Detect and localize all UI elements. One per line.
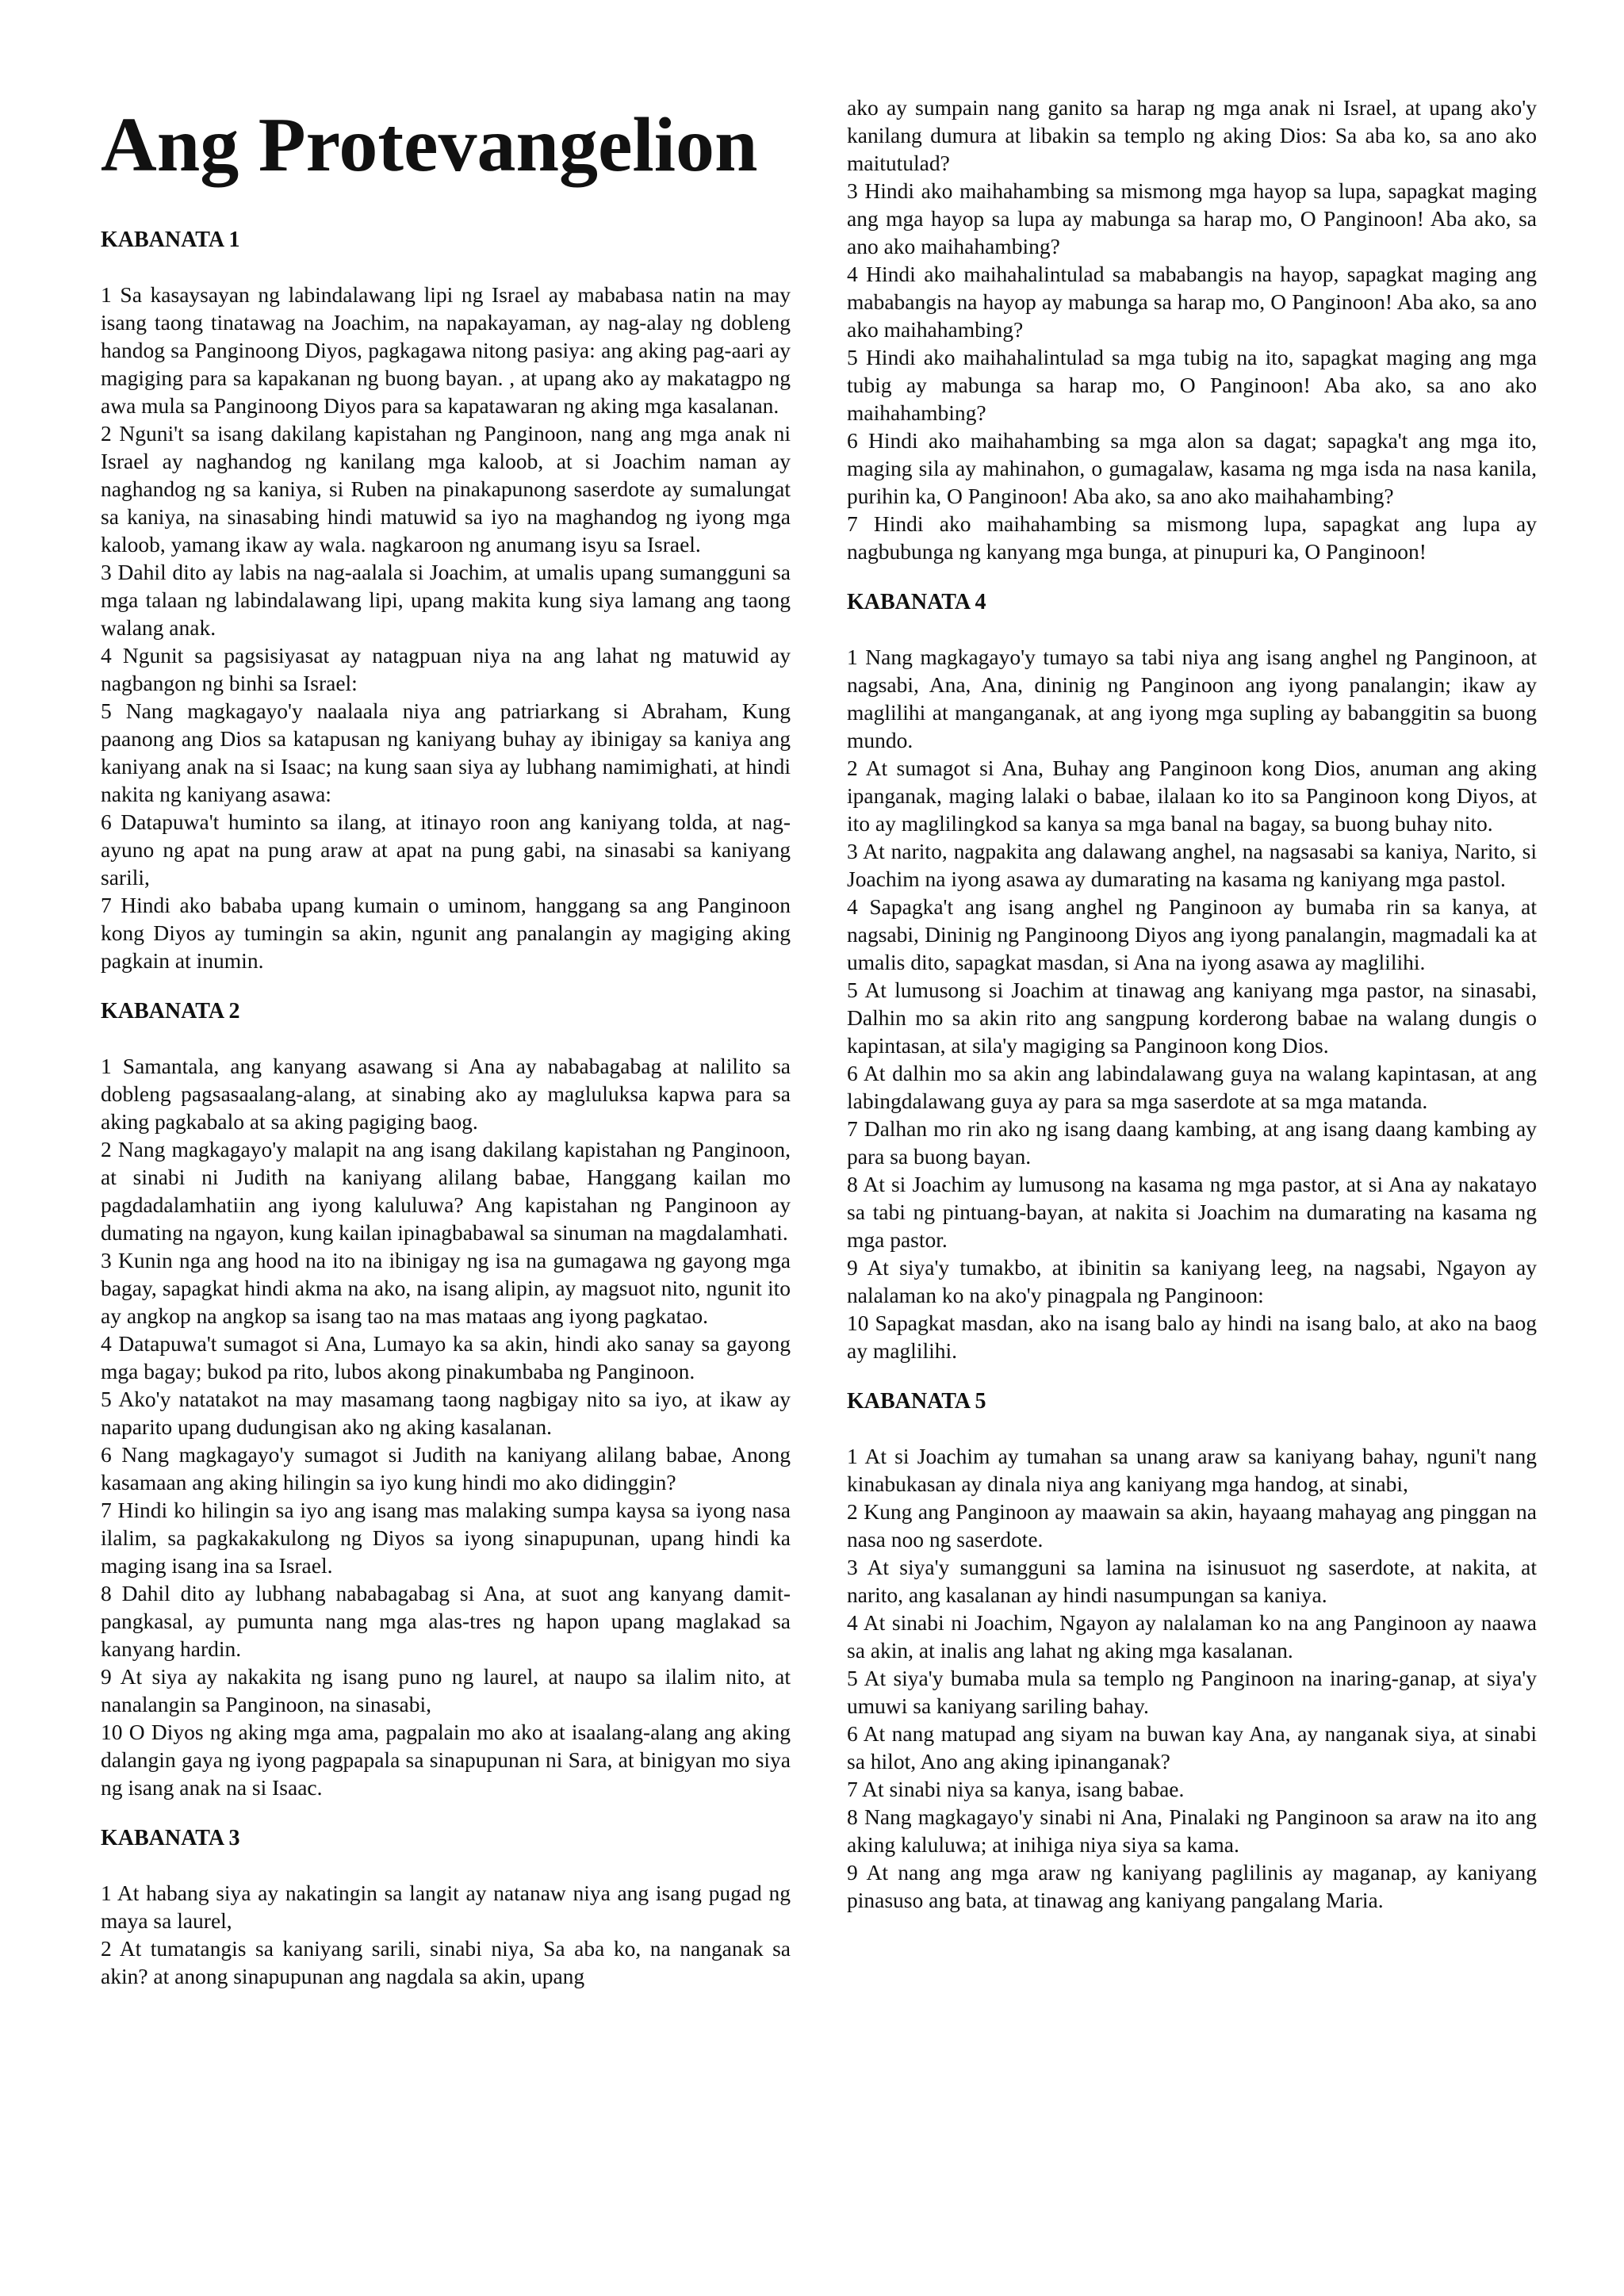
verse-paragraph: ako ay sumpain nang ganito sa harap ng mga anak ni Israel, at upang ako'y kanilang dumura at libakin sa templo ng aking Dios: Sa aba ko, sa ano ako maitutulad? xyxy=(847,95,1537,175)
verse-paragraph: 8 At si Joachim ay lumusong na kasama ng mga pastor, at si Ana ay nakatayo sa tabi ng pintuang-bayan, at nakita si Joachim na dumarating na kasama ng mga pastor. xyxy=(847,1172,1537,1252)
verse-paragraph: 6 At dalhin mo sa akin ang labindalawang guya na walang kapintasan, at ang labingdalawang guya ay para sa mga saserdote at sa mga matanda. xyxy=(847,1061,1537,1113)
verse-paragraph: 3 Kunin nga ang hood na ito na ibinigay ng isa na gumagawa ng gayong mga bagay, sapagkat hindi akma na ako, na isang alipin, ay magsuot nito, ngunit ito ay angkop na angkop sa isang tao na mas mataas ang iyong pagkatao. xyxy=(101,1248,791,1328)
chapter-section xyxy=(101,1825,791,1990)
verse-paragraph: 6 At nang matupad ang siyam na buwan kay Ana, ay nanganak siya, at sinabi sa hilot, Ano ang aking ipinanganak? xyxy=(847,1721,1537,1774)
verse-paragraph: 3 At narito, nagpakita ang dalawang anghel, na nagsasabi sa kaniya, Narito, si Joachim na iyong asawa ay dumarating na kasama ng kaniyang mga pastol. xyxy=(847,839,1537,891)
verse-paragraph: 5 Ako'y natatakot na may masamang taong nagbigay nito sa iyo, at ikaw ay naparito upang dudungisan ako ng aking kasalanan. xyxy=(101,1387,791,1439)
right-chapters xyxy=(847,94,1537,1914)
verse-paragraph: 1 Sa kasaysayan ng labindalawang lipi ng Israel ay mababasa natin na may isang taong tinatawag na Joachim, na napakayaman, ay nag-alay ng dobleng handog sa Panginoong Diyos, pagkagawa nitong pasiya: ang aking pag-aari ay magiging para sa kapakanan ng buong bayan. , at upang ako ay makatagpo ng awa mula sa Panginoong Diyos para sa kapatawaran ng aking mga kasalanan. xyxy=(101,282,791,418)
chapter-section xyxy=(847,1388,1537,1914)
verse-paragraph: 6 Nang magkagayo'y sumagot si Judith na kaniyang alilang babae, Anong kasamaan ang aking hilingin sa iyo kung hindi mo ako didinggin? xyxy=(101,1442,791,1494)
chapter-section xyxy=(847,94,1537,565)
right-column xyxy=(847,94,1537,1938)
left-chapters xyxy=(101,227,791,1990)
verse-paragraph: 6 Hindi ako maihahambing sa mga alon sa dagat; sapagka't ang mga ito, maging sila ay mahinahon, o gumagalaw, kasama ng mga isda na nasa kanila, purihin ka, O Panginoon! Aba ako, sa ano ako maihahambing? xyxy=(847,428,1537,508)
verse-paragraph: 7 At sinabi niya sa kanya, isang babae. xyxy=(847,1777,1185,1801)
verse-paragraph: 2 Nang magkagayo'y malapit na ang isang dakilang kapistahan ng Panginoon, at sinabi ni Judith na kaniyang alilang babae, Hanggang kailan mo pagdadalamhatiin ang iyong kaluluwa? Ang kapistahan ng Panginoon ay dumating na ngayon, kung kailan ipinagbabawal sa sinuman na magdalamhati. xyxy=(101,1137,791,1245)
verse-paragraph: 10 O Diyos ng aking mga ama, pagpalain mo ako at isaalang-alang ang aking dalangin gaya ng iyong pagpapala sa sinapupunan ni Sara, at binigyan mo siya ng isang anak na si Isaac. xyxy=(101,1720,791,1800)
verse-paragraph: 2 At tumatangis sa kaniyang sarili, sinabi niya, Sa aba ko, na nanganak sa akin? at anong sinapupunan ang nagdala sa akin, upang xyxy=(101,1936,791,1988)
verse-paragraph: 5 Hindi ako maihahalintulad sa mga tubig na ito, sapagkat maging ang mga tubig ay mabunga sa harap mo, O Panginoon! Aba ako, sa ano ako maihahambing? xyxy=(847,345,1537,425)
page-title: Ang Protevangelion xyxy=(101,102,758,188)
verse-paragraph: 1 At si Joachim ay tumahan sa unang araw sa kaniyang bahay, nguni't nang kinabukasan ay dinala niya ang kaniyang mga handog, at sinabi, xyxy=(847,1444,1537,1496)
chapter-heading: KABANATA 4 xyxy=(847,590,986,614)
verse-paragraph: 4 Hindi ako maihahalintulad sa mababangis na hayop, sapagkat maging ang mababangis na hayop ay mabunga sa harap mo, O Panginoon! Aba ako, sa ano ako maihahambing? xyxy=(847,262,1537,342)
verse-paragraph: 4 Datapuwa't sumagot si Ana, Lumayo ka sa akin, hindi ako sanay sa gayong mga bagay; bukod pa rito, lubos akong pinakumbaba ng Panginoon. xyxy=(101,1331,791,1383)
verse-paragraph: 9 At nang ang mga araw ng kaniyang paglilinis ay maganap, ay kaniyang pinasuso ang bata, at tinawag ang kaniyang pangalang Maria. xyxy=(847,1860,1537,1912)
left-column xyxy=(101,101,791,2014)
verse-paragraph: 3 Hindi ako maihahambing sa mismong mga hayop sa lupa, sapagkat maging ang mga hayop sa lupa ay mabunga sa harap mo, O Panginoon! Aba ako, sa ano ako maihahambing? xyxy=(847,178,1537,258)
verse-paragraph: 2 Nguni't sa isang dakilang kapistahan ng Panginoon, nang ang mga anak ni Israel ay naghandog ng kanilang mga kaloob, at si Joachim naman ay naghandog ng sa kaniya, si Ruben na pinakapunong saserdote ay sumalungat sa kaniya, na sinasabing hindi matuwid sa iyo na maghandog ng iyong mga kaloob, yamang ikaw ay wala. nagkaroon ng anumang isyu sa Israel. xyxy=(101,421,791,557)
verse-paragraph: 9 At siya ay nakakita ng isang puno ng laurel, at naupo sa ilalim nito, at nanalangin sa Panginoon, na sinasabi, xyxy=(101,1664,791,1716)
chapter-section xyxy=(101,227,791,974)
verse-paragraph: 3 At siya'y sumangguni sa lamina na isinusuot ng saserdote, at nakita, at narito, ang kasalanan ay hindi nasumpungan sa kaniya. xyxy=(847,1555,1537,1607)
chapter-heading: KABANATA 2 xyxy=(101,999,240,1024)
verse-paragraph: 7 Dalhan mo rin ako ng isang daang kambing, at ang isang daang kambing ay para sa buong bayan. xyxy=(847,1116,1537,1169)
verse-paragraph: 1 Samantala, ang kanyang asawang si Ana ay nababagabag at nalilito sa dobleng pagsasaalang-alang, at sinabing ako ay magluluksa kapwa para sa aking pagkabalo at sa aking pagiging baog. xyxy=(101,1054,791,1134)
verse-paragraph: 4 At sinabi ni Joachim, Ngayon ay nalalaman ko na ang Panginoon ay naawa sa akin, at inalis ang lahat ng aking mga kasalanan. xyxy=(847,1610,1537,1663)
verse-paragraph: 6 Datapuwa't huminto sa ilang, at itinayo roon ang kaniyang tolda, at nag-ayuno ng apat na pung araw at apat na pung gabi, na sinasabi sa kaniyang sarili, xyxy=(101,809,791,890)
verse-paragraph: 7 Hindi ako maihahambing sa mismong lupa, sapagkat ang lupa ay nagbubunga ng kanyang mga bunga, at pinupuri ka, O Panginoon! xyxy=(847,511,1537,564)
verse-paragraph: 2 At sumagot si Ana, Buhay ang Panginoon kong Dios, anuman ang aking ipanganak, maging lalaki o babae, ilalaan ko ito sa Panginoon kong Diyos, at ito ay maglilingkod sa kanya sa mga banal na bagay, sa buong buhay nito. xyxy=(847,756,1537,836)
verse-paragraph: 4 Ngunit sa pagsisiyasat ay natagpuan niya na ang lahat ng matuwid ay nagbangon ng binhi sa Israel: xyxy=(101,643,791,695)
verse-paragraph: 5 Nang magkagayo'y naalaala niya ang patriarkang si Abraham, Kung paanong ang Dios sa katapusan ng kaniyang buhay ay ibinigay sa kaniya ang kaniyang anak na si Isaac; na kung saan siya ay lubhang namimighati, at hindi nakita ng kaniyang asawa: xyxy=(101,698,791,806)
verse-paragraph: 4 Sapagka't ang isang anghel ng Panginoon ay bumaba rin sa kanya, at nagsabi, Dininig ng Panginoong Diyos ang iyong panalangin, magmadali ka at umalis dito, sapagkat masdan, si Ana na iyong asawa ay maglilihi. xyxy=(847,894,1537,974)
chapter-section xyxy=(847,589,1537,1364)
chapter-section xyxy=(101,998,791,1801)
verse-paragraph: 9 At siya'y tumakbo, at ibinitin sa kaniyang leeg, na nagsabi, Ngayon ay nalalaman ko na ako'y pinagpala ng Panginoon: xyxy=(847,1255,1537,1307)
verse-paragraph: 1 Nang magkagayo'y tumayo sa tabi niya ang isang anghel ng Panginoon, at nagsabi, Ana, Ana, dininig ng Panginoon ang iyong panalangin; ikaw ay maglilihi at manganganak, at ang iyong mga supling ay babanggitin sa buong mundo. xyxy=(847,645,1537,752)
verse-paragraph: 10 Sapagkat masdan, ako na isang balo ay hindi na isang balo, at ako na baog ay maglilihi. xyxy=(847,1311,1537,1363)
verse-paragraph: 8 Dahil dito ay lubhang nababagabag si Ana, at suot ang kanyang damit-pangkasal, ay pumunta nang mga alas-tres ng hapon upang maglakad sa kanyang hardin. xyxy=(101,1581,791,1661)
verse-paragraph: 5 At lumusong si Joachim at tinawag ang kaniyang mga pastor, na sinasabi, Dalhin mo sa akin rito ang sangpung korderong babae na walang dungis o kapintasan, at sila'y magiging sa Panginoon kong Dios. xyxy=(847,978,1537,1058)
verse-paragraph: 3 Dahil dito ay labis na nag-aalala si Joachim, at umalis upang sumangguni sa mga talaan ng labindalawang lipi, upang makita kung siya lamang ang taong walang anak. xyxy=(101,560,791,640)
verse-paragraph: 7 Hindi ako bababa upang kumain o uminom, hanggang sa ang Panginoon kong Diyos ay tumingin sa akin, ngunit ang panalangin ay magiging aking pagkain at inumin. xyxy=(101,893,791,973)
verse-paragraph: 1 At habang siya ay nakatingin sa langit ay natanaw niya ang isang pugad ng maya sa laurel, xyxy=(101,1881,791,1933)
chapter-heading: KABANATA 5 xyxy=(847,1389,986,1414)
verse-paragraph: 8 Nang magkagayo'y sinabi ni Ana, Pinalaki ng Panginoon sa araw na ito ang aking kaluluwa; at inihiga niya siya sa kama. xyxy=(847,1804,1537,1857)
verse-paragraph: 2 Kung ang Panginoon ay maawain sa akin, hayaang mahayag ang pinggan na nasa noo ng saserdote. xyxy=(847,1499,1537,1552)
verse-paragraph: 7 Hindi ko hilingin sa iyo ang isang mas malaking sumpa kaysa sa iyong nasa ilalim, sa pagkakakulong ng Diyos sa iyong sinapupunan, upang hindi ka maging isang ina sa Israel. xyxy=(101,1498,791,1578)
chapter-heading: KABANATA 3 xyxy=(101,1826,240,1850)
verse-paragraph: 5 At siya'y bumaba mula sa templo ng Panginoon na inaring-ganap, at siya'y umuwi sa kaniyang sariling bahay. xyxy=(847,1666,1537,1718)
chapter-heading: KABANATA 1 xyxy=(101,228,240,252)
